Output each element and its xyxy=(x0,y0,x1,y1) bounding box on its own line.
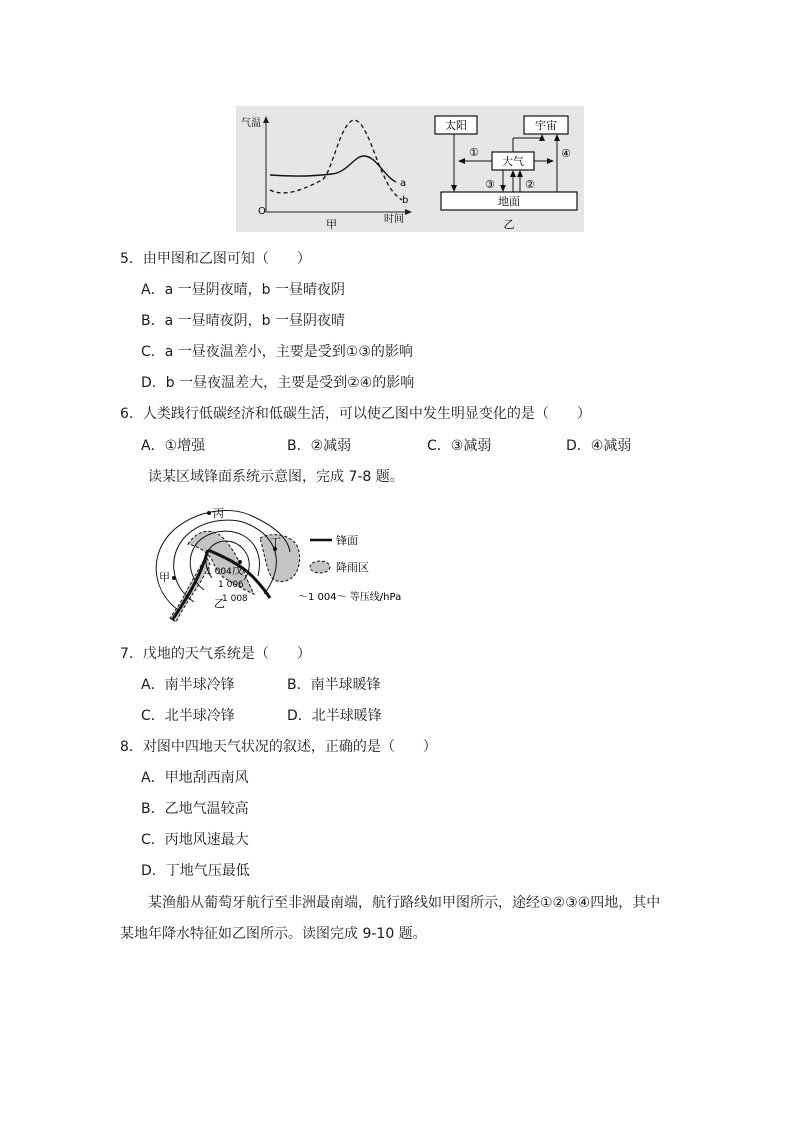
arrow-head-icon xyxy=(500,185,506,192)
arrow-head-icon xyxy=(458,158,465,164)
question-5-option-d: D．b 一昼夜温差大，主要是受到②④的影响 xyxy=(141,375,415,391)
label-circled-2: ② xyxy=(525,178,535,191)
x-axis-label: 时间 xyxy=(384,214,404,225)
label-circled-1: ① xyxy=(469,146,479,159)
figure1-svg xyxy=(236,106,584,232)
figure2-svg xyxy=(148,498,418,628)
question-6-stem: 6．人类践行低碳经济和低碳生活，可以使乙图中发生明显变化的是（ ） xyxy=(120,406,591,422)
question-6-option-b: B．②减弱 xyxy=(287,438,352,454)
question-7-stem: 7．戊地的天气系统是（ ） xyxy=(120,646,311,662)
isobar-label-1008: 1 008 xyxy=(222,594,248,604)
isobar-label-1004: 1 004 xyxy=(206,567,232,577)
point-jia xyxy=(172,576,176,580)
point-bing xyxy=(207,511,211,515)
figure-front-system xyxy=(148,498,418,628)
question-7-option-c: C．北半球冷锋 xyxy=(141,708,235,724)
sun-label: 太阳 xyxy=(445,119,467,132)
legend-rain-swatch xyxy=(310,561,330,573)
arrow-head-icon xyxy=(554,134,560,141)
arrow-head-icon xyxy=(547,158,554,164)
caption-jia: 甲 xyxy=(326,218,337,231)
curve-a-label: a xyxy=(400,178,407,189)
intro-9-10-line-1: 某渔船从葡萄牙航行至非洲最南端，航行路线如甲图所示，途经①②③④四地，其中 xyxy=(148,895,661,911)
question-7-option-b: B．南半球暖锋 xyxy=(287,677,381,693)
universe-label: 宇宙 xyxy=(535,119,557,132)
intro-7-8: 读某区域锋面系统示意图，完成 7-8 题。 xyxy=(148,469,404,485)
question-7-option-a: A．南半球冷锋 xyxy=(141,677,235,693)
origin-label: O xyxy=(258,206,266,217)
intro-9-10-line-2: 某地年降水特征如乙图所示。读图完成 9-10 题。 xyxy=(120,926,427,942)
curve-b xyxy=(270,120,402,200)
y-axis-label: 气温 xyxy=(241,118,261,129)
atmosphere-label: 大气 xyxy=(502,155,524,168)
arrow-head-icon xyxy=(451,185,457,192)
legend-rain-label: 降雨区 xyxy=(336,561,369,574)
question-6-option-c: C．③减弱 xyxy=(427,438,492,454)
isobar-label-1006: 1 006 xyxy=(218,580,244,590)
question-8-option-c: C．丙地风速最大 xyxy=(141,832,249,848)
caption-yi: 乙 xyxy=(503,218,515,231)
figure-temperature-and-radiation xyxy=(236,106,584,232)
legend-front-label: 锋面 xyxy=(336,534,358,547)
question-8-option-d: D．丁地气压最低 xyxy=(141,863,250,879)
question-5-stem: 5．由甲图和乙图可知（ ） xyxy=(120,251,311,267)
label-yi: 乙 xyxy=(214,597,225,610)
arrow-head-icon xyxy=(517,170,523,177)
x-axis-arrow-icon xyxy=(405,209,412,215)
label-circled-4: ④ xyxy=(561,147,571,160)
question-8-option-a: A．甲地刮西南风 xyxy=(141,770,249,786)
question-6-option-a: A．①增强 xyxy=(141,438,206,454)
label-wu: 戊 xyxy=(232,564,243,577)
label-ding: 丁 xyxy=(270,536,281,549)
question-8-option-b: B．乙地气温较高 xyxy=(141,801,249,817)
question-5-option-c: C．a 一昼夜温差小，主要是受到①③的影响 xyxy=(141,344,413,360)
question-8-stem: 8．对图中四地天气状况的叙述，正确的是（ ） xyxy=(120,739,437,755)
curve-b-label: b xyxy=(402,195,409,206)
arrow-head-icon xyxy=(510,170,516,177)
legend-isobar-label: ～1 004～ 等压线/hPa xyxy=(298,592,402,603)
question-7-option-d: D．北半球暖锋 xyxy=(287,708,382,724)
ground-label: 地面 xyxy=(498,195,520,208)
y-axis-arrow-icon xyxy=(263,116,269,123)
question-5-option-a: A．a 一昼阴夜晴，b 一昼晴夜阴 xyxy=(141,282,345,298)
label-circled-3: ③ xyxy=(485,178,495,191)
question-5-option-b: B．a 一昼晴夜阴，b 一昼阴夜晴 xyxy=(141,313,345,329)
label-bing: 丙 xyxy=(213,507,224,520)
question-6-option-d: D．④减弱 xyxy=(566,438,632,454)
label-jia: 甲 xyxy=(159,571,170,584)
